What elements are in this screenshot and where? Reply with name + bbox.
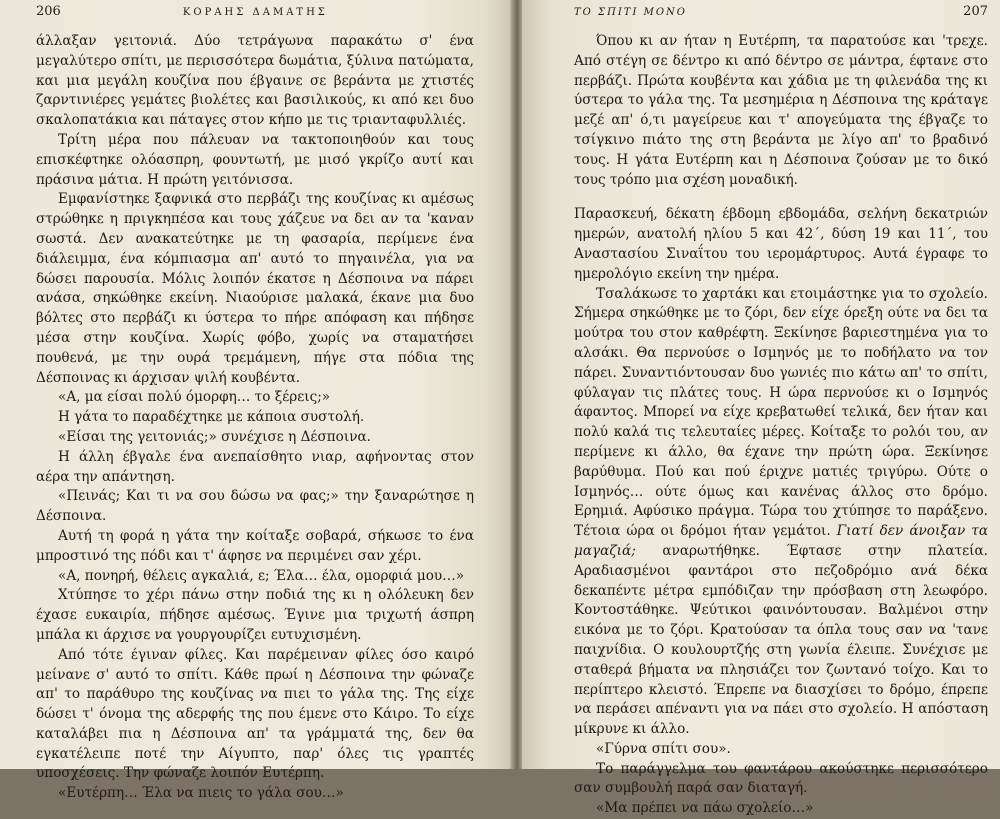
right-page-number: 207: [963, 4, 988, 19]
left-page-number: 206: [36, 4, 61, 19]
paragraph: Χτύπησε το χέρι πάνω στην ποδιά της κι η ολόλευκη δεν έχασε ευκαιρία, πήδησε αμέσως. Έγινε μια τριχωτή άσπρη μπάλα κι άρχισε να γουργουρίζει ευτυχισμένη.: [36, 587, 474, 643]
right-page-header: [574, 4, 988, 32]
paragraph: Από τότε έγιναν φίλες. Και παρέμειναν φίλες όσο καιρό μείνανε σ' αυτό το σπίτι. Κάθε πρωί η Δέσποινα την φώναζε απ' το παράθυρο της κουζίνας να πιει το γάλα της. Της είχε δώσει τ' όνομα της αδερφής της που έμενε στο Κάιρο. Το είχε καταλάβει πια η Δέσποινα απ' τα γράμματά της, δεν θα εγκατέλειπε ποτέ την Αίγυπτο, παρ' όλες τις γραπτές υποσχέσεις. Την φώναζε λοιπόν Ευτέρπη.: [36, 646, 474, 782]
right-page-text: [574, 32, 988, 819]
left-running-head: ΚΟΡΑΗΣ ΔΑΜΑΤΗΣ: [182, 7, 328, 18]
left-page-text: [36, 32, 474, 804]
paragraph: «Μα πρέπει να πάω σχολείο…»: [596, 800, 814, 817]
paragraph: «Ευτέρπη… Έλα να πιεις το γάλα σου…»: [58, 785, 344, 802]
paragraph: «Είσαι της γειτονιάς;» συνέχισε η Δέσποινα.: [58, 428, 371, 445]
paragraph: Η γάτα το παραδέχτηκε με κάποια συστολή.: [58, 409, 365, 426]
right-running-head: ΤΟ ΣΠΙΤΙ ΜΟΝΟ: [574, 7, 687, 18]
text-run: αναρωτήθηκε. Έφτασε στην πλατεία. Αραδιασμένοι φαντάροι στο πεζοδρόμιο ανά δέκα δεκαπέντε μέτρα εμπόδιζαν την πρόσβαση στη λεωφόρο. Κοντοστάθηκε. Ψεύτικοι φαινόντουσαν. Βαλμένοι στην εικόνα με το ζόρι. Κρατούσαν τα όπλα τους σαν να 'τανε παιχνίδια. Ο κουλουρτζής στη γωνία έλειπε. Συνέχισε με σταθερά βήματα να πλησιάζει τον ζωντανό τοίχο. Και το περίπτερο κλειστό. Έπρεπε να διασχίσει το δρόμο, έπρεπε να περάσει απέναντι για να πάει στο σχολείο. Η απόσταση μίκρυνε κι άλλο.: [574, 542, 988, 738]
paragraph: Τρίτη μέρα που πάλευαν να τακτοποιηθούν και τους επισκέφτηκε ολόασπρη, φουντωτή, με μισό γκρίζο αυτί και πράσινα μάτια. Η πρώτη γειτόνισσα.: [36, 131, 474, 188]
paragraph: Εμφανίστηκε ξαφνικά στο περβάζι της κουζίνας κι αμέσως στρώθηκε η πριγκηπέσα και τους χάζευε να δει αν τα 'καναν σωστά. Δεν ανακατεύτηκε με τη φασαρία, περίμενε ένα διάλειμμα, ένα κόμπιασμα απ' αυτό το πηγαινέλα, για να δώσει παρουσία. Μόλις λοιπόν έκατσε η Δέσποινα να πάρει ανάσα, σηκώθηκε εκείνη. Νιαούρισε μαλακά, έκανε μια δυο βόλτες στο περβάζι κι ύστερα το πήρε απόφαση και πήδησε μέσα στην κουζίνα. Χωρίς φόβο, χωρίς να σταματήσει πουθενά, με την ουρά τρεμάμενη, πήγε στα πόδια της Δέσποινας κι άρχισαν ψιλή κουβέντα.: [36, 191, 474, 386]
paragraph: Η άλλη έβγαλε ένα ανεπαίσθητο νιαρ, αφήνοντας στον αέρα την απάντηση.: [36, 448, 474, 485]
paragraph: Αυτή τη φορά η γάτα την κοίταξε σοβαρά, σήκωσε το ένα μπροστινό της πόδι και τ' άφησε να περιμένει σαν χέρι.: [36, 527, 474, 564]
paragraph: «Πεινάς; Και τι να σου δώσω να φας;» την ξαναρώτησε η Δέσποινα.: [36, 488, 474, 525]
paragraph: [574, 285, 988, 740]
paragraph: «Α, πονηρή, θέλεις αγκαλιά, ε; Έλα… έλα, ομορφιά μου…»: [58, 567, 465, 584]
paragraph: Όπου κι αν ήταν η Ευτέρπη, τα παρατούσε και 'τρεχε. Από στέγη σε δέντρο κι από δέντρο σε μάντρα, έφτανε στο περβάζι. Πρώτα κουβέντα και χάδια με τη φιλενάδα της κι ύστερα το γάλα της. Τα μεσημέρια η Δέσποινα της κράταγε μεζέ απ' ό,τι μαγείρευε και τ' απογεύματα της έβγαζε το τσίγκινο πιάτο της στη βεράντα με λίγο απ' το βραδινό τους. Η γάτα Ευτέρπη και η Δέσποινα ζούσαν με το δικό τους τρόπο μια σχέση μοναδική.: [574, 33, 988, 188]
calendar-paragraph: Παρασκευή, δέκατη έβδομη εβδομάδα, σελήνη δεκατριών ημερών, ανατολή ηλίου 5 και 42΄, δύση 19 και 11΄, του Αναστασίου Σιναΐτου του ιερομάρτυρος. Αυτά έγραφε το ημερολόγιο εκείνη την ημέρα.: [574, 206, 988, 282]
paragraph: Το παράγγελμα του φαντάρου ακούστηκε περισσότερο σαν συμβουλή παρά σαν διαταγή.: [574, 760, 988, 797]
paragraph: «Α, μα είσαι πολύ όμορφη… το ξέρεις;»: [58, 389, 331, 406]
paragraph: άλλαξαν γειτονιά. Δύο τετράγωνα παρακάτω σ' ένα μεγαλύτερο σπίτι, με περισσότερα δωμάτια, ξύλινα πατώματα, και μια μεγάλη κουζίνα που έβγαινε σε βεράντα με χτιστές ζαρντινιέρες γεμάτες βιολέτες και βασιλικούς, κι από κει δυο σκαλοπατάκια και πάταγες στον κήπο με τις τριανταφυλλιές.: [36, 33, 474, 129]
right-page: [522, 0, 1000, 817]
paragraph: «Γύρνα σπίτι σου».: [596, 740, 731, 757]
left-page-header: [36, 4, 474, 32]
text-run: Τσαλάκωσε το χαρτάκι και ετοιμάστηκε για το σχολείο. Σήμερα σηκώθηκε με το ζόρι, δεν είχε όρεξη ούτε να δει τα μούτρα του στον καθρέφτη. Ξεκίνησε βαριεστημένα για το αλσάκι. Θα περνούσε ο Ισμηνός με το ποδήλατο να τον πάρει. Συναντιόντουσαν δυο γωνιές πιο κάτω απ' το σπίτι, φύλαγαν τις πλάτες τους. Η ώρα περνούσε κι ο Ισμηνός άφαντος. Μπορεί να είχε κρεβατωθεί τελικά, δεν ήταν και πολύ καλά τις τελευταίες μέρες. Κοίταξε το ρολόι του, αν περίμενε κι άλλο, θα έχανε την πρώτη ώρα. Ξεκίνησε βαρύθυμα. Πού και πού έριχνε ματιές τριγύρω. Ούτε ο Ισμηνός… ούτε όμως και κανένας άλλος στο δρόμο. Ερημιά. Αφύσικο πράγμα. Τώρα του χτύπησε το παράξενο. Τέτοια ώρα οι δρόμοι ήταν γεμάτοι.: [574, 285, 988, 540]
italic-thought: Γιατί δεν άνοιξαν τα μαγαζιά;: [574, 523, 988, 559]
